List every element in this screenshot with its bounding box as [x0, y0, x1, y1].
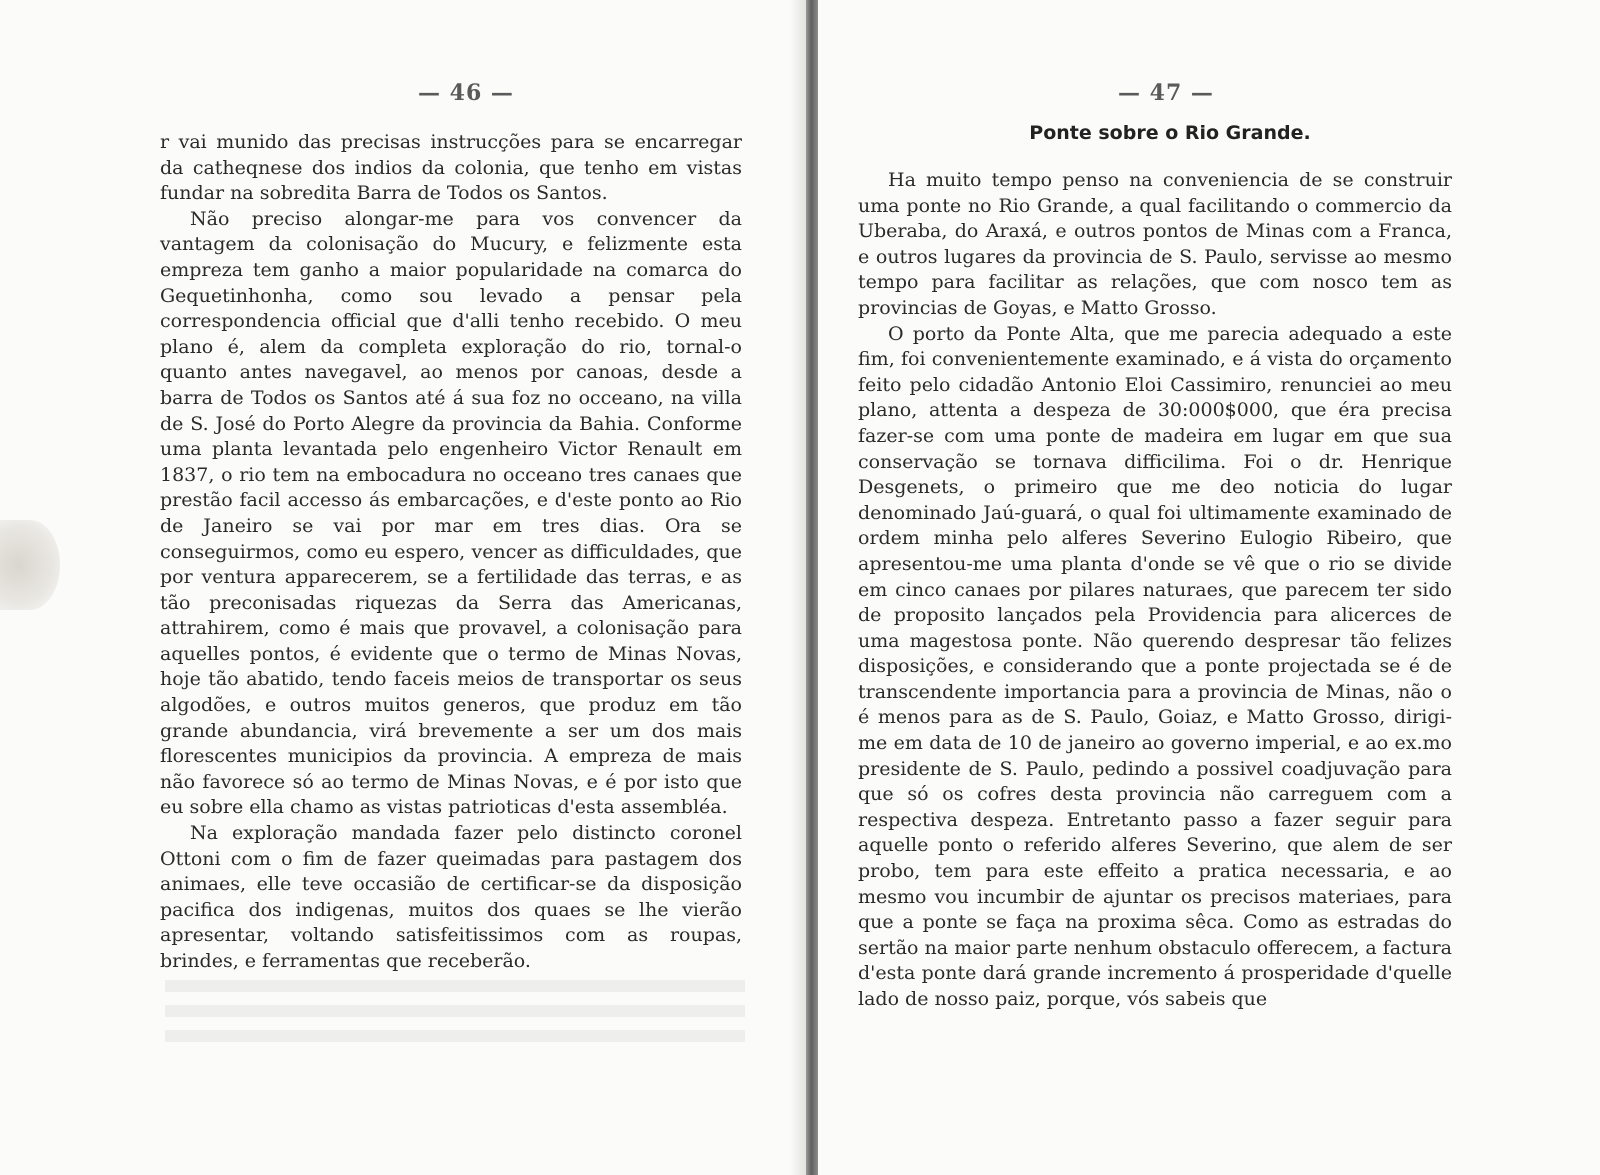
section-title: Ponte sobre o Rio Grande.: [1029, 122, 1311, 144]
left-paragraph-2: Não preciso alongar-me para vos convencer da vantagem da colonisação do Mucury, e felizmente esta empreza tem ganho a maior popularidade na comarca do Gequetinhonha, como sou levado a pensar pela correspondencia official que d'alli tenho recebido. O meu plano é, alem da completa exploração do rio, tornal-o quanto antes navegavel, ao menos por canoas, desde a barra de Todos os Santos até á sua foz no occeano, na villa de S. José do Porto Alegre da provincia da Bahia. Conforme uma planta levantada pelo engenheiro Victor Renault em 1837, o rio tem na embocadura no occeano tres canaes que prestão facil accesso ás embarcações, e d'este ponto ao Rio de Janeiro se vai por mar em tres dias. Ora se conseguirmos, como eu espero, vencer as difficuldades, que por ventura apparecerem, se a fertilidade das terras, e as tão preconisadas riquezas da Serra das Americanas, attrahirem, como é mais que provavel, a colonisação para aquelles pontos, é evidente que o termo de Minas Novas, hoje tão abatido, tendo faceis meios de transportar os seus algodões, e outros muitos generos, que produz em tão grande abundancia, virá brevemente a ser um dos mais florescentes municipios da provincia. A empreza de mais não favorece só ao termo de Minas Novas, e é por isto que eu sobre ella chamo as vistas patrioticas d'esta assembléa.: [160, 207, 742, 819]
spine-shadow: [790, 0, 806, 1175]
left-page-body: [160, 130, 742, 975]
paper-stain: [0, 520, 60, 610]
show-through-text: [165, 980, 745, 1050]
book-gutter: [806, 0, 818, 1175]
right-page-number: — 47 —: [1118, 80, 1214, 106]
right-paragraph-2: O porto da Ponte Alta, que me parecia adequado a este fim, foi convenientemente examinado, e á vista do orçamento feito pelo cidadão Antonio Eloi Cassimiro, renunciei ao meu plano, attenta a despeza de 30:000$000, que éra precisa fazer-se com uma ponte de madeira em lugar em que sua conservação se tornava difficilima. Foi o dr. Henrique Desgenets, o primeiro que me deo noticia do lugar denominado Jaú-guará, o qual foi ultimamente examinado de ordem minha pelo alferes Severino Eulogio Ribeiro, que apresentou-me uma planta d'onde se vê que o rio se divide em cinco canaes por pilares naturaes, que parecem ter sido de proposito lançados pela Providencia para alicerces de uma magestosa ponte. Não querendo despresar tão felizes disposições, e considerando que a ponte projectada se é de transcendente importancia para a provincia de Minas, não o é menos para as de S. Paulo, Goiaz, e Matto Grosso, dirigi-me em data de 10 de janeiro ao governo imperial, e ao ex.mo presidente de S. Paulo, pedindo a possivel coadjuvação para que só os cofres desta provincia não carreguem com a respectiva despeza. Entretanto passo a fazer seguir para aquelle ponto o referido alferes Severino, que alem de ser probo, tem para este effeito a pratica necessaria, e ao mesmo vou incumbir de ajuntar os precisos materiaes, para que a ponte se faça na proxima sêca. Como as estradas do sertão na maior parte nenhum obstaculo offerecem, a factura d'esta ponte dará grande incremento á prosperidade d'quelle lado de nosso paiz, porque, vós sabeis que: [858, 322, 1452, 1010]
right-page-body: [858, 168, 1452, 1013]
left-page-number: — 46 —: [418, 80, 514, 106]
left-paragraph-3: Na exploração mandada fazer pelo distincto coronel Ottoni com o fim de fazer queimadas para pastagem dos animaes, elle teve occasião de certificar-se da disposição pacifica dos indigenas, muitos dos quaes se lhe vierão apresentar, voltando satisfeitissimos com as roupas, brindes, e ferramentas que receberão.: [160, 822, 742, 972]
left-paragraph-1: r vai munido das precisas instrucções para se encarregar da catheqnese dos indios da colonia, que tenho em vistas fundar na sobredita Barra de Todos os Santos.: [160, 131, 742, 205]
right-paragraph-1: Ha muito tempo penso na conveniencia de se construir uma ponte no Rio Grande, a qual facilitando o commercio da Uberaba, do Araxá, e outros pontos de Minas com a Franca, e outros lugares da provincia de S. Paulo, servisse ao mesmo tempo para facilitar as relações, que com nosco tem as provincias de Goyas, e Matto Grosso.: [858, 169, 1452, 319]
